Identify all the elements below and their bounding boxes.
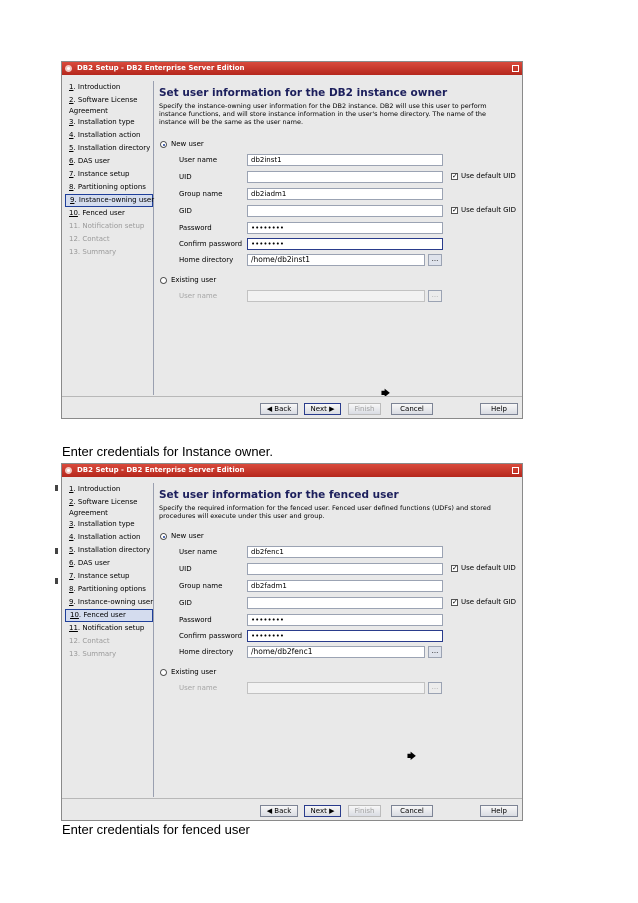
nav-step-number: 6	[69, 559, 74, 567]
group-name-label: Group name	[179, 582, 223, 590]
nav-step-number: 3	[69, 520, 74, 528]
caption-instance-owner: Enter credentials for Instance owner.	[62, 444, 274, 459]
scan-mark	[55, 548, 58, 554]
nav-step-summary: 13. Summary	[69, 650, 117, 658]
nav-step-contact: 12. Contact	[69, 235, 110, 243]
nav-step-label: Installation type	[77, 118, 135, 126]
nav-step-notification-setup[interactable]: 11. Notification setup	[69, 624, 145, 632]
existing-user-radio[interactable]	[160, 277, 167, 284]
nav-step-installation-type[interactable]: 3. Installation type	[69, 118, 135, 126]
nav-step-number: 1	[69, 485, 74, 493]
page-description: Specify the required information for the fenced user. Fenced user defined functions (UDFs) and stored procedures will execute under this user and group.	[159, 504, 491, 520]
nav-step-fenced-user[interactable]: 10. Fenced user	[65, 609, 153, 622]
nav-step-label: Fenced user	[82, 209, 125, 217]
nav-step-number: 10	[69, 209, 78, 217]
nav-step-license[interactable]: 2. Software License Agreement	[69, 498, 138, 517]
nav-step-introduction[interactable]: 1. Introduction	[69, 83, 121, 91]
window-titlebar	[62, 464, 522, 477]
existing-user-name-input	[247, 290, 425, 302]
user-name-label: User name	[179, 156, 218, 164]
nav-step-das-user[interactable]: 6. DAS user	[69, 559, 110, 567]
nav-step-fenced-user[interactable]: 10. Fenced user	[69, 209, 125, 217]
nav-step-number: 4	[69, 533, 74, 541]
nav-step-number: 11	[69, 222, 78, 230]
use-default-uid-label: Use default UID	[461, 564, 516, 572]
group-name-label: Group name	[179, 190, 223, 198]
nav-step-number: 10	[70, 611, 79, 619]
footer-divider	[62, 396, 522, 397]
existing-user-radio[interactable]	[160, 669, 167, 676]
nav-step-license[interactable]: 2. Software License Agreement	[69, 96, 138, 115]
nav-step-number: 3	[69, 118, 74, 126]
nav-step-number: 11	[69, 624, 78, 632]
nav-step-installation-directory[interactable]: 5. Installation directory	[69, 144, 151, 152]
nav-step-instance-setup[interactable]: 7. Instance setup	[69, 170, 130, 178]
use-default-uid-checkbox[interactable]: ✓	[452, 564, 458, 572]
nav-step-label: Fenced user	[83, 611, 126, 619]
nav-step-label: DAS user	[77, 559, 110, 567]
browse-home-directory-button[interactable]: ...	[428, 646, 442, 658]
new-user-radio[interactable]	[160, 533, 167, 540]
nav-step-number: 1	[69, 83, 74, 91]
back-button[interactable]: ◀ Back	[260, 403, 298, 415]
nav-step-label: Software License Agreement	[69, 498, 138, 517]
nav-step-number: 2	[69, 96, 74, 104]
user-name-label: User name	[179, 548, 218, 556]
nav-step-instance-setup[interactable]: 7. Instance setup	[69, 572, 130, 580]
nav-step-number: 9	[70, 196, 75, 204]
nav-step-summary: 13. Summary	[69, 248, 117, 256]
uid-label: UID	[179, 565, 192, 573]
help-button[interactable]: Help	[480, 403, 518, 415]
nav-step-label: Contact	[82, 235, 110, 243]
nav-step-number: 7	[69, 572, 74, 580]
password-input[interactable]: ••••••••	[247, 222, 443, 234]
nav-step-number: 12	[69, 235, 78, 243]
nav-step-number: 13	[69, 248, 78, 256]
group-name-input[interactable]: db2fadm1	[247, 580, 443, 592]
nav-step-label: DAS user	[77, 157, 110, 165]
scan-mark	[55, 485, 58, 491]
wizard-steps-nav	[65, 81, 154, 395]
nav-step-label: Partitioning options	[77, 183, 146, 191]
use-default-uid-label: Use default UID	[461, 172, 516, 180]
user-info-panel	[159, 481, 521, 797]
uid-input[interactable]	[247, 563, 443, 575]
nav-step-number: 7	[69, 170, 74, 178]
page-description: Specify the instance-owning user information for the DB2 instance. DB2 will use this user to perform instance functions, and will store instance information in the user's home directory. The name of the instance will be the same as the user name.	[159, 102, 487, 126]
nav-step-number: 12	[69, 637, 78, 645]
nav-step-number: 2	[69, 498, 74, 506]
nav-step-label: Installation action	[77, 131, 141, 139]
nav-step-label: Introduction	[77, 83, 121, 91]
existing-user-label: Existing user	[171, 276, 217, 284]
nav-step-partitioning-options[interactable]: 8. Partitioning options	[69, 585, 146, 593]
uid-label: UID	[179, 173, 192, 181]
window-menu-icon[interactable]	[65, 65, 72, 72]
nav-step-number: 4	[69, 131, 74, 139]
window-title: DB2 Setup - DB2 Enterprise Server Edition	[77, 64, 245, 72]
nav-step-installation-action[interactable]: 4. Installation action	[69, 533, 141, 541]
footer-divider	[62, 798, 522, 799]
home-directory-label: Home directory	[179, 256, 234, 264]
use-default-gid-label: Use default GID	[461, 206, 517, 214]
maximize-icon[interactable]	[512, 65, 519, 72]
page-title: Set user information for the fenced user	[159, 489, 399, 501]
window-title: DB2 Setup - DB2 Enterprise Server Edition	[77, 466, 245, 474]
back-button[interactable]: ◀ Back	[260, 805, 298, 817]
nav-step-label: Installation directory	[77, 546, 151, 554]
home-directory-label: Home directory	[179, 648, 234, 656]
home-directory-input[interactable]: /home/db2fenc1	[247, 646, 425, 658]
nav-step-contact: 12. Contact	[69, 637, 110, 645]
nav-step-label: Introduction	[77, 485, 121, 493]
nav-step-installation-directory[interactable]: 5. Installation directory	[69, 546, 151, 554]
nav-step-partitioning-options[interactable]: 8. Partitioning options	[69, 183, 146, 191]
new-user-radio[interactable]	[160, 141, 167, 148]
nav-step-number: 9	[69, 598, 74, 606]
nav-step-label: Partitioning options	[77, 585, 146, 593]
uid-input[interactable]	[247, 171, 443, 183]
gid-input[interactable]	[247, 205, 443, 217]
nav-step-label: Summary	[82, 248, 117, 256]
nav-step-das-user[interactable]: 6. DAS user	[69, 157, 110, 165]
password-label: Password	[179, 616, 212, 624]
home-directory-input[interactable]: /home/db2inst1	[247, 254, 425, 266]
nav-step-label: Contact	[82, 637, 110, 645]
nav-step-instance-owning-user[interactable]: 9. Instance-owning user	[69, 598, 154, 606]
wizard-steps-nav	[65, 483, 154, 797]
confirm-password-label: Confirm password	[179, 240, 243, 248]
mouse-cursor-icon: 🡆	[407, 752, 417, 762]
nav-step-label: Instance setup	[77, 572, 130, 580]
nav-step-label: Summary	[82, 650, 117, 658]
installer-window-fenced-user	[61, 463, 523, 821]
nav-step-label: Instance setup	[77, 170, 130, 178]
use-default-gid-checkbox[interactable]: ✓	[452, 598, 458, 606]
password-label: Password	[179, 224, 212, 232]
nav-step-label: Installation directory	[77, 144, 151, 152]
user-info-panel	[159, 79, 521, 399]
cancel-button[interactable]: Cancel	[391, 805, 433, 817]
nav-step-number: 5	[69, 144, 74, 152]
use-default-gid-label: Use default GID	[461, 598, 517, 606]
use-default-uid-checkbox[interactable]: ✓	[452, 172, 458, 180]
window-titlebar	[62, 62, 522, 75]
existing-user-name-input	[247, 682, 425, 694]
existing-user-name-label: User name	[179, 292, 218, 300]
existing-user-label: Existing user	[171, 668, 217, 676]
nav-step-label: Installation type	[77, 520, 135, 528]
next-button[interactable]: Next ▶	[304, 403, 341, 415]
nav-step-label: Instance-owning user	[77, 598, 154, 606]
finish-button: Finish	[348, 805, 381, 817]
mouse-cursor-icon: 🡆	[381, 389, 391, 399]
gid-input[interactable]	[247, 597, 443, 609]
gid-label: GID	[179, 599, 192, 607]
confirm-password-input[interactable]: ••••••••	[247, 238, 443, 250]
nav-step-label: Notification setup	[82, 222, 145, 230]
maximize-icon[interactable]	[512, 467, 519, 474]
scan-mark	[55, 578, 58, 584]
browse-home-directory-button[interactable]: ...	[428, 254, 442, 266]
nav-step-number: 13	[69, 650, 78, 658]
finish-button: Finish	[348, 403, 381, 415]
confirm-password-input[interactable]: ••••••••	[247, 630, 443, 642]
nav-step-number: 5	[69, 546, 74, 554]
installer-window-instance-owner	[61, 61, 523, 419]
nav-step-instance-owning-user[interactable]: 9. Instance-owning user	[65, 194, 153, 207]
nav-step-label: Software License Agreement	[69, 96, 138, 115]
new-user-label: New user	[171, 140, 204, 148]
user-name-input[interactable]: db2inst1	[247, 154, 443, 166]
nav-step-label: Notification setup	[82, 624, 145, 632]
password-input[interactable]: ••••••••	[247, 614, 443, 626]
existing-user-name-label: User name	[179, 684, 218, 692]
gid-label: GID	[179, 207, 192, 215]
nav-step-label: Instance-owning user	[78, 196, 155, 204]
caption-fenced-user: Enter credentials for fenced user	[62, 822, 250, 837]
nav-step-installation-action[interactable]: 4. Installation action	[69, 131, 141, 139]
nav-step-installation-type[interactable]: 3. Installation type	[69, 520, 135, 528]
nav-step-notification-setup: 11. Notification setup	[69, 222, 145, 230]
nav-step-number: 8	[69, 183, 74, 191]
new-user-label: New user	[171, 532, 204, 540]
browse-existing-user-button: ...	[428, 682, 442, 694]
user-name-input[interactable]: db2fenc1	[247, 546, 443, 558]
nav-step-introduction[interactable]: 1. Introduction	[69, 485, 121, 493]
group-name-input[interactable]: db2iadm1	[247, 188, 443, 200]
confirm-password-label: Confirm password	[179, 632, 243, 640]
window-menu-icon[interactable]	[65, 467, 72, 474]
page-title: Set user information for the DB2 instance owner	[159, 87, 448, 99]
use-default-gid-checkbox[interactable]: ✓	[452, 206, 458, 214]
cancel-button[interactable]: Cancel	[391, 403, 433, 415]
help-button[interactable]: Help	[480, 805, 518, 817]
nav-step-label: Installation action	[77, 533, 141, 541]
next-button[interactable]: Next ▶	[304, 805, 341, 817]
nav-step-number: 8	[69, 585, 74, 593]
nav-step-number: 6	[69, 157, 74, 165]
browse-existing-user-button: ...	[428, 290, 442, 302]
